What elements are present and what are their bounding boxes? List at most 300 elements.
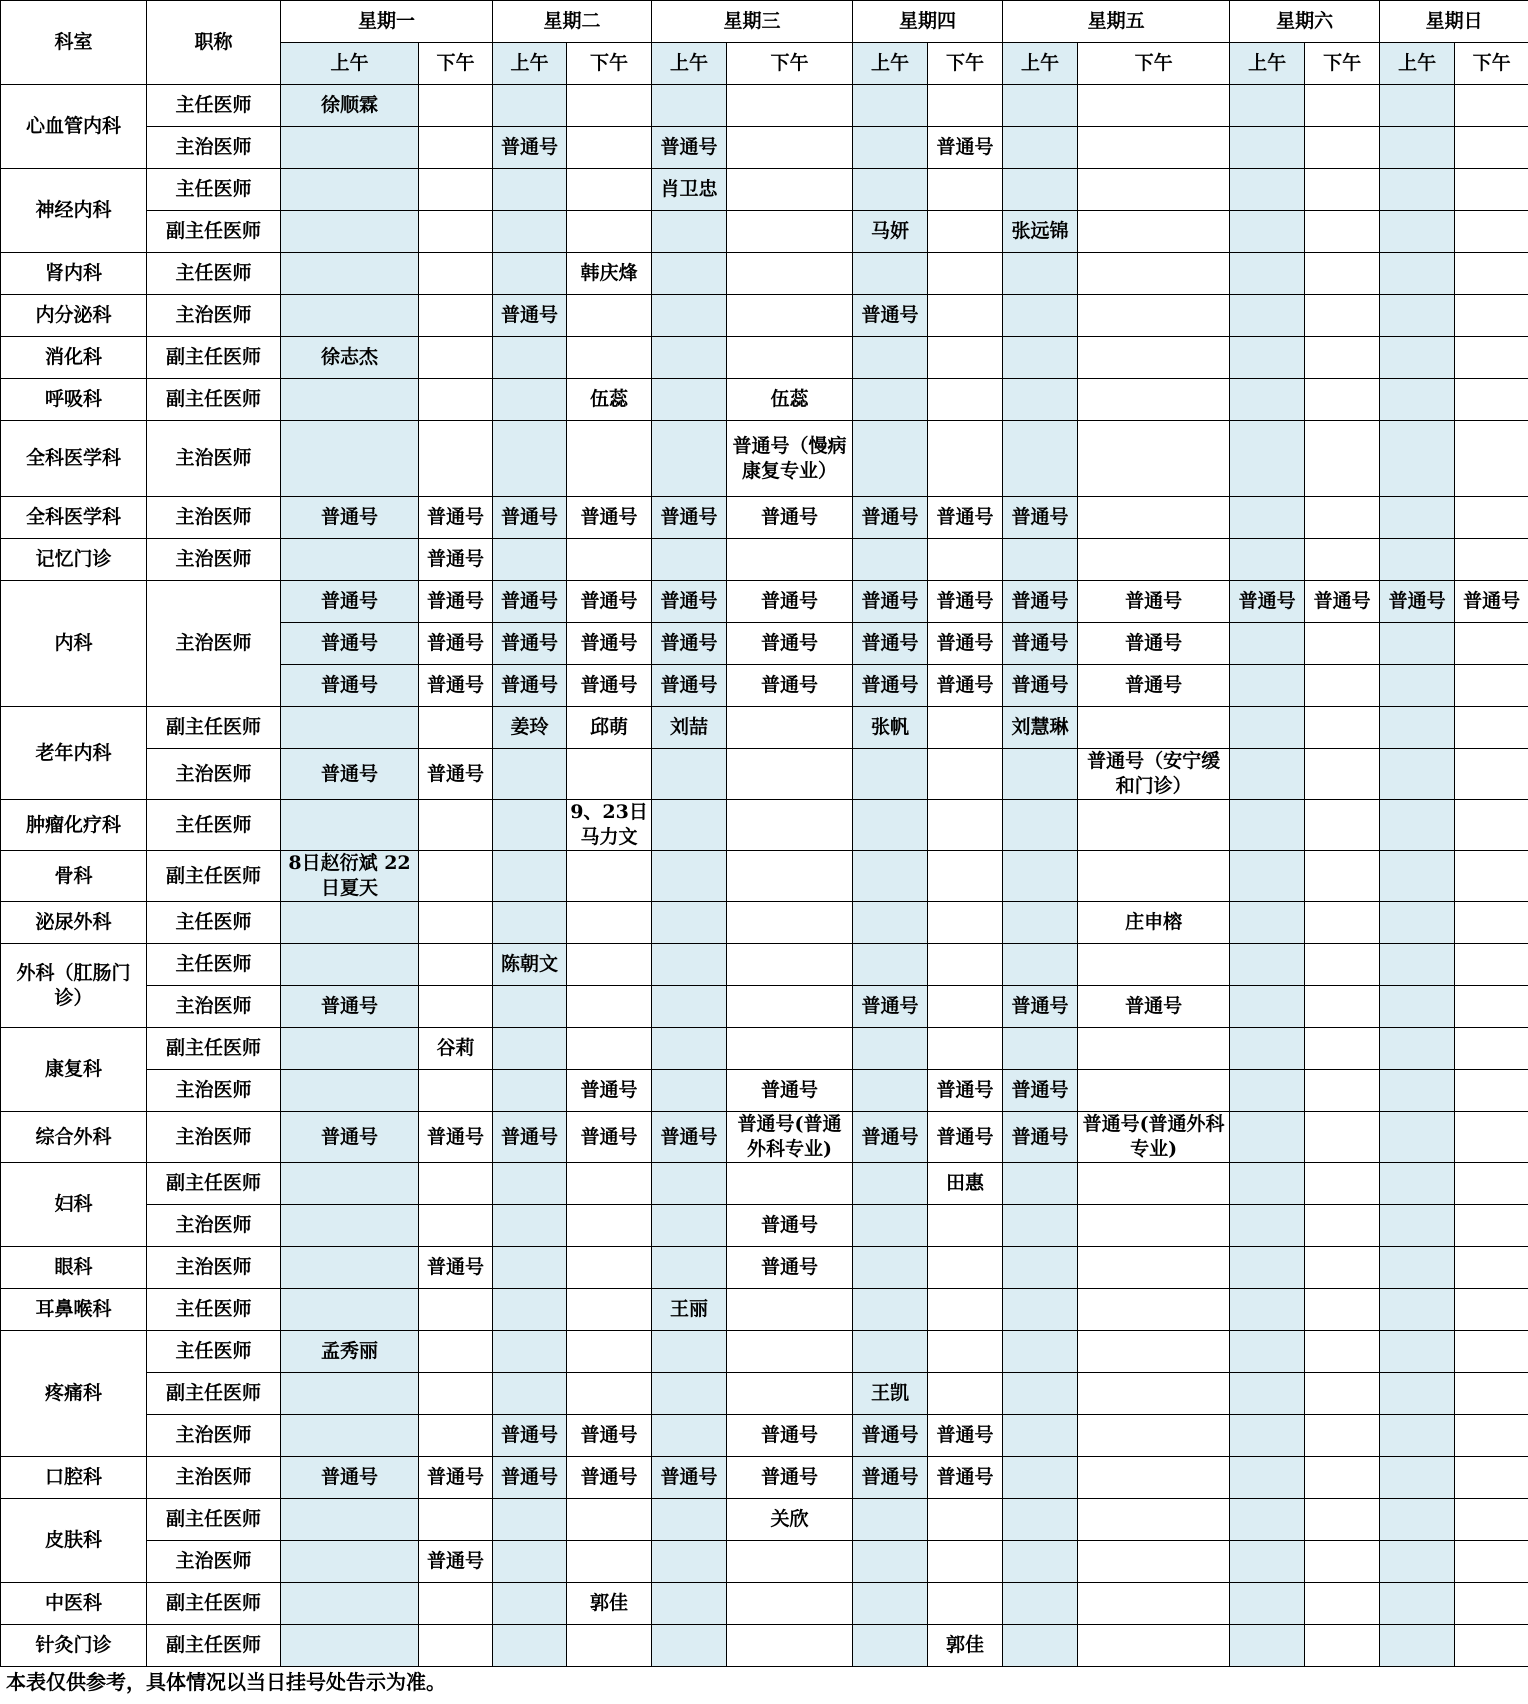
- footnote: 本表仅供参考，具体情况以当日挂号处告示为准。: [6, 1670, 446, 1694]
- pm-slot-cell: [419, 1163, 493, 1205]
- am-slot-cell: [652, 421, 727, 497]
- pm-slot-cell: [1078, 1415, 1230, 1457]
- am-slot-cell: [281, 1070, 419, 1112]
- pm-slot-cell: [1305, 421, 1380, 497]
- am-slot-cell: [1230, 169, 1305, 211]
- pm-header: 下午: [1305, 43, 1380, 85]
- title-cell: 主治医师: [147, 539, 281, 581]
- pm-slot-cell: [928, 749, 1003, 800]
- title-cell: 主治医师: [147, 1112, 281, 1163]
- day-header-thu: 星期四: [853, 1, 1003, 43]
- am-slot-cell: [1380, 1247, 1455, 1289]
- pm-slot-cell: [567, 1163, 652, 1205]
- dept-cell: 综合外科: [1, 1112, 147, 1163]
- am-slot-cell: [1230, 211, 1305, 253]
- am-slot-cell: 普通号: [281, 497, 419, 539]
- pm-slot-cell: 普通号（安宁缓和门诊）: [1078, 749, 1230, 800]
- pm-slot-cell: [1078, 1583, 1230, 1625]
- pm-slot-cell: 普通号: [727, 581, 853, 623]
- pm-slot-cell: 普通号: [928, 1070, 1003, 1112]
- pm-slot-cell: [1455, 1247, 1528, 1289]
- pm-slot-cell: [419, 421, 493, 497]
- am-slot-cell: [652, 253, 727, 295]
- pm-slot-cell: [928, 539, 1003, 581]
- pm-slot-cell: [1305, 707, 1380, 749]
- pm-slot-cell: [419, 1583, 493, 1625]
- pm-slot-cell: [567, 1247, 652, 1289]
- pm-slot-cell: [1078, 944, 1230, 986]
- pm-slot-cell: [1455, 379, 1528, 421]
- pm-slot-cell: [1078, 1373, 1230, 1415]
- pm-slot-cell: 郭佳: [567, 1583, 652, 1625]
- dept-cell: 中医科: [1, 1583, 147, 1625]
- dept-cell: 心血管内科: [1, 85, 147, 169]
- dept-cell: 肾内科: [1, 253, 147, 295]
- am-slot-cell: [1003, 85, 1078, 127]
- am-slot-cell: [1380, 902, 1455, 944]
- pm-slot-cell: [727, 295, 853, 337]
- am-slot-cell: [1380, 944, 1455, 986]
- dept-cell: 内科: [1, 581, 147, 707]
- am-slot-cell: [1380, 211, 1455, 253]
- am-slot-cell: [1003, 1541, 1078, 1583]
- pm-slot-cell: 普通号: [419, 749, 493, 800]
- pm-slot-cell: [1305, 337, 1380, 379]
- dept-cell: 全科医学科: [1, 421, 147, 497]
- pm-slot-cell: [567, 211, 652, 253]
- pm-slot-cell: [1078, 851, 1230, 902]
- schedule-row: [1, 800, 1528, 851]
- pm-slot-cell: [1078, 539, 1230, 581]
- pm-slot-cell: [1305, 1205, 1380, 1247]
- am-slot-cell: 肖卫忠: [652, 169, 727, 211]
- am-header: 上午: [1230, 43, 1305, 85]
- am-slot-cell: 普通号: [652, 623, 727, 665]
- pm-slot-cell: [727, 337, 853, 379]
- am-slot-cell: [1230, 707, 1305, 749]
- am-slot-cell: [1230, 1541, 1305, 1583]
- am-slot-cell: [1230, 851, 1305, 902]
- pm-slot-cell: [419, 707, 493, 749]
- pm-slot-cell: [1305, 1499, 1380, 1541]
- pm-slot-cell: [928, 337, 1003, 379]
- am-slot-cell: 马妍: [853, 211, 928, 253]
- pm-slot-cell: [928, 1289, 1003, 1331]
- am-slot-cell: [281, 253, 419, 295]
- am-slot-cell: [1230, 944, 1305, 986]
- am-slot-cell: 普通号: [493, 295, 567, 337]
- pm-slot-cell: [928, 1583, 1003, 1625]
- am-slot-cell: [1003, 1373, 1078, 1415]
- schedule-row: [1, 944, 1528, 986]
- am-slot-cell: [281, 800, 419, 851]
- schedule-row: [1, 1583, 1528, 1625]
- schedule-row: [1, 337, 1528, 379]
- pm-slot-cell: 普通号: [419, 581, 493, 623]
- pm-slot-cell: [1455, 851, 1528, 902]
- am-slot-cell: 张帆: [853, 707, 928, 749]
- pm-slot-cell: [1455, 1373, 1528, 1415]
- pm-slot-cell: [1078, 1205, 1230, 1247]
- pm-slot-cell: [1455, 1028, 1528, 1070]
- am-slot-cell: [1380, 169, 1455, 211]
- am-slot-cell: [1380, 337, 1455, 379]
- am-slot-cell: [1230, 127, 1305, 169]
- title-cell: 主治医师: [147, 1247, 281, 1289]
- am-slot-cell: 普通号: [1003, 1070, 1078, 1112]
- am-slot-cell: [1003, 1457, 1078, 1499]
- pm-slot-cell: 普通号: [1078, 665, 1230, 707]
- day-header-fri: 星期五: [1003, 1, 1230, 43]
- am-slot-cell: [1380, 295, 1455, 337]
- am-slot-cell: 普通号: [853, 581, 928, 623]
- am-slot-cell: [1230, 1028, 1305, 1070]
- am-slot-cell: 王丽: [652, 1289, 727, 1331]
- pm-slot-cell: 普通号: [928, 665, 1003, 707]
- am-slot-cell: [1003, 1247, 1078, 1289]
- schedule-row: [1, 1415, 1528, 1457]
- pm-slot-cell: [567, 539, 652, 581]
- pm-slot-cell: [419, 1070, 493, 1112]
- dept-cell: 泌尿外科: [1, 902, 147, 944]
- pm-slot-cell: [419, 1415, 493, 1457]
- pm-slot-cell: [1455, 1289, 1528, 1331]
- pm-slot-cell: [419, 1499, 493, 1541]
- am-slot-cell: 刘慧琳: [1003, 707, 1078, 749]
- schedule-row: [1, 707, 1528, 749]
- pm-slot-cell: [1078, 211, 1230, 253]
- schedule-row: [1, 902, 1528, 944]
- pm-slot-cell: [928, 851, 1003, 902]
- pm-slot-cell: 普通号: [1078, 623, 1230, 665]
- title-cell: 副主任医师: [147, 1499, 281, 1541]
- pm-slot-cell: 普通号: [1455, 581, 1528, 623]
- day-header-sun: 星期日: [1380, 1, 1528, 43]
- am-slot-cell: 普通号: [493, 497, 567, 539]
- dept-cell: 眼科: [1, 1247, 147, 1289]
- am-slot-cell: [1380, 707, 1455, 749]
- schedule-row: [1, 1499, 1528, 1541]
- pm-slot-cell: [727, 211, 853, 253]
- am-slot-cell: [493, 85, 567, 127]
- am-slot-cell: [652, 337, 727, 379]
- am-slot-cell: [1003, 902, 1078, 944]
- pm-slot-cell: [727, 1583, 853, 1625]
- am-slot-cell: [1003, 1163, 1078, 1205]
- am-slot-cell: [1230, 421, 1305, 497]
- am-slot-cell: [1003, 337, 1078, 379]
- pm-slot-cell: [1305, 749, 1380, 800]
- am-slot-cell: [1380, 379, 1455, 421]
- pm-slot-cell: [1078, 379, 1230, 421]
- am-slot-cell: [493, 1541, 567, 1583]
- am-slot-cell: [1380, 1112, 1455, 1163]
- am-slot-cell: 张远锦: [1003, 211, 1078, 253]
- pm-slot-cell: [419, 127, 493, 169]
- pm-slot-cell: 普通号: [928, 623, 1003, 665]
- title-cell: 主治医师: [147, 1070, 281, 1112]
- schedule-row: [1, 1289, 1528, 1331]
- am-slot-cell: [853, 1541, 928, 1583]
- schedule-row: [1, 379, 1528, 421]
- am-slot-cell: [853, 253, 928, 295]
- am-slot-cell: [1230, 749, 1305, 800]
- pm-slot-cell: [727, 127, 853, 169]
- pm-slot-cell: [1078, 1331, 1230, 1373]
- schedule-body: [1, 85, 1528, 1667]
- dept-cell: 记忆门诊: [1, 539, 147, 581]
- pm-slot-cell: [419, 253, 493, 295]
- am-slot-cell: [1380, 749, 1455, 800]
- am-header: 上午: [493, 43, 567, 85]
- pm-slot-cell: [1305, 1541, 1380, 1583]
- pm-slot-cell: [1305, 986, 1380, 1028]
- pm-slot-cell: 普通号: [567, 497, 652, 539]
- am-slot-cell: [1380, 539, 1455, 581]
- am-slot-cell: [1380, 800, 1455, 851]
- pm-slot-cell: [1078, 707, 1230, 749]
- pm-slot-cell: [567, 421, 652, 497]
- am-slot-cell: 普通号: [493, 623, 567, 665]
- am-slot-cell: [1380, 1415, 1455, 1457]
- am-slot-cell: [493, 1247, 567, 1289]
- dept-cell: 呼吸科: [1, 379, 147, 421]
- dept-header: 科室: [1, 1, 147, 85]
- am-slot-cell: 普通号: [853, 1112, 928, 1163]
- title-cell: 主任医师: [147, 944, 281, 986]
- am-slot-cell: [652, 749, 727, 800]
- am-slot-cell: [1380, 1541, 1455, 1583]
- pm-slot-cell: [1305, 1331, 1380, 1373]
- pm-slot-cell: [928, 1028, 1003, 1070]
- schedule-row: [1, 539, 1528, 581]
- pm-slot-cell: [727, 1163, 853, 1205]
- am-header: 上午: [1003, 43, 1078, 85]
- pm-slot-cell: [1455, 1415, 1528, 1457]
- am-slot-cell: 普通号: [652, 665, 727, 707]
- pm-slot-cell: [928, 944, 1003, 986]
- title-cell: 副主任医师: [147, 379, 281, 421]
- pm-slot-cell: 普通号: [1078, 581, 1230, 623]
- am-slot-cell: [493, 1205, 567, 1247]
- pm-slot-cell: [1455, 1457, 1528, 1499]
- pm-slot-cell: [1455, 1331, 1528, 1373]
- pm-slot-cell: [567, 295, 652, 337]
- am-slot-cell: [853, 1163, 928, 1205]
- am-slot-cell: [652, 1205, 727, 1247]
- pm-slot-cell: 普通号: [727, 623, 853, 665]
- pm-slot-cell: [567, 851, 652, 902]
- pm-slot-cell: [419, 1373, 493, 1415]
- pm-slot-cell: 普通号: [567, 1415, 652, 1457]
- am-slot-cell: [1230, 85, 1305, 127]
- title-cell: 副主任医师: [147, 1373, 281, 1415]
- am-slot-cell: [1230, 337, 1305, 379]
- pm-slot-cell: [1078, 1163, 1230, 1205]
- pm-slot-cell: [567, 127, 652, 169]
- title-cell: 副主任医师: [147, 337, 281, 379]
- pm-slot-cell: [567, 1373, 652, 1415]
- am-slot-cell: [652, 1499, 727, 1541]
- title-cell: 主治医师: [147, 421, 281, 497]
- am-slot-cell: [1003, 1583, 1078, 1625]
- am-slot-cell: 王凯: [853, 1373, 928, 1415]
- pm-slot-cell: [419, 944, 493, 986]
- schedule-row: [1, 581, 1528, 623]
- pm-slot-cell: [727, 851, 853, 902]
- dept-cell: 全科医学科: [1, 497, 147, 539]
- am-slot-cell: [1380, 665, 1455, 707]
- am-slot-cell: [853, 127, 928, 169]
- am-slot-cell: [1230, 1331, 1305, 1373]
- am-slot-cell: [853, 944, 928, 986]
- pm-slot-cell: [928, 253, 1003, 295]
- pm-slot-cell: [1078, 1541, 1230, 1583]
- pm-slot-cell: [567, 1028, 652, 1070]
- am-slot-cell: [1380, 1499, 1455, 1541]
- am-slot-cell: 普通号: [493, 1457, 567, 1499]
- pm-slot-cell: [727, 1028, 853, 1070]
- pm-slot-cell: [567, 337, 652, 379]
- am-slot-cell: [1380, 1289, 1455, 1331]
- pm-slot-cell: 普通号: [419, 1541, 493, 1583]
- pm-slot-cell: 普通号(普通外科专业): [727, 1112, 853, 1163]
- am-slot-cell: 陈朝文: [493, 944, 567, 986]
- am-slot-cell: [1230, 665, 1305, 707]
- schedule-row: [1, 497, 1528, 539]
- pm-slot-cell: [1305, 623, 1380, 665]
- am-slot-cell: [493, 1070, 567, 1112]
- pm-slot-cell: [928, 707, 1003, 749]
- pm-slot-cell: 普通号（慢病康复专业）: [727, 421, 853, 497]
- am-slot-cell: [493, 1373, 567, 1415]
- am-slot-cell: [1380, 1205, 1455, 1247]
- pm-slot-cell: [567, 85, 652, 127]
- am-slot-cell: 普通号: [652, 581, 727, 623]
- day-header-row: [1, 1, 1528, 43]
- pm-slot-cell: 普通号: [419, 1457, 493, 1499]
- am-header: 上午: [281, 43, 419, 85]
- dept-cell: 康复科: [1, 1028, 147, 1112]
- pm-slot-cell: 普通号: [567, 1457, 652, 1499]
- pm-slot-cell: [1455, 211, 1528, 253]
- am-slot-cell: [493, 902, 567, 944]
- day-header-sat: 星期六: [1230, 1, 1380, 43]
- pm-slot-cell: [419, 902, 493, 944]
- am-slot-cell: [1380, 85, 1455, 127]
- am-slot-cell: 普通号: [281, 986, 419, 1028]
- am-slot-cell: [281, 1163, 419, 1205]
- pm-slot-cell: 普通号: [727, 1205, 853, 1247]
- pm-slot-cell: [1078, 800, 1230, 851]
- pm-slot-cell: 普通号: [1305, 581, 1380, 623]
- am-slot-cell: [1230, 902, 1305, 944]
- am-slot-cell: [652, 986, 727, 1028]
- pm-slot-cell: 普通号: [727, 1415, 853, 1457]
- pm-slot-cell: [1455, 986, 1528, 1028]
- pm-slot-cell: [1305, 169, 1380, 211]
- title-cell: 副主任医师: [147, 707, 281, 749]
- title-cell: 主任医师: [147, 85, 281, 127]
- am-slot-cell: [1380, 1163, 1455, 1205]
- pm-slot-cell: 普通号: [419, 1247, 493, 1289]
- pm-slot-cell: 普通号: [928, 497, 1003, 539]
- pm-slot-cell: [727, 169, 853, 211]
- am-slot-cell: [1003, 944, 1078, 986]
- am-slot-cell: [1003, 1289, 1078, 1331]
- title-cell: 主治医师: [147, 497, 281, 539]
- am-slot-cell: [1380, 127, 1455, 169]
- pm-slot-cell: [727, 539, 853, 581]
- am-slot-cell: [1230, 1070, 1305, 1112]
- pm-slot-cell: [1455, 1541, 1528, 1583]
- title-cell: 主治医师: [147, 1541, 281, 1583]
- am-slot-cell: [281, 539, 419, 581]
- pm-slot-cell: [1455, 337, 1528, 379]
- pm-slot-cell: [1305, 1415, 1380, 1457]
- pm-slot-cell: 普通号: [928, 1112, 1003, 1163]
- pm-header: 下午: [727, 43, 853, 85]
- schedule-row: [1, 1163, 1528, 1205]
- pm-slot-cell: [1078, 1028, 1230, 1070]
- pm-slot-cell: [1455, 295, 1528, 337]
- pm-slot-cell: [928, 1373, 1003, 1415]
- schedule-row: [1, 211, 1528, 253]
- am-slot-cell: [1230, 623, 1305, 665]
- am-slot-cell: [493, 211, 567, 253]
- am-slot-cell: 徐志杰: [281, 337, 419, 379]
- am-slot-cell: 普通号: [281, 581, 419, 623]
- am-slot-cell: [493, 1163, 567, 1205]
- pm-slot-cell: [1078, 421, 1230, 497]
- am-slot-cell: [493, 1289, 567, 1331]
- pm-slot-cell: [567, 1289, 652, 1331]
- am-slot-cell: 普通号: [1003, 623, 1078, 665]
- pm-slot-cell: [419, 1205, 493, 1247]
- am-slot-cell: [853, 1070, 928, 1112]
- am-slot-cell: [652, 211, 727, 253]
- dept-cell: 消化科: [1, 337, 147, 379]
- am-slot-cell: [281, 944, 419, 986]
- title-cell: 主任医师: [147, 1331, 281, 1373]
- am-slot-cell: 普通号: [281, 1112, 419, 1163]
- schedule-row: [1, 253, 1528, 295]
- pm-slot-cell: [1455, 421, 1528, 497]
- pm-slot-cell: [419, 800, 493, 851]
- title-cell: 主治医师: [147, 1205, 281, 1247]
- am-slot-cell: [281, 169, 419, 211]
- am-slot-cell: [652, 800, 727, 851]
- pm-slot-cell: [1455, 707, 1528, 749]
- pm-slot-cell: [567, 1541, 652, 1583]
- pm-slot-cell: [1078, 85, 1230, 127]
- am-slot-cell: [281, 1028, 419, 1070]
- am-slot-cell: [853, 1499, 928, 1541]
- pm-slot-cell: 普通号: [727, 1247, 853, 1289]
- day-header-mon: 星期一: [281, 1, 493, 43]
- am-slot-cell: 普通号: [1003, 1112, 1078, 1163]
- pm-slot-cell: [727, 1373, 853, 1415]
- am-slot-cell: [1003, 1205, 1078, 1247]
- pm-slot-cell: [1455, 539, 1528, 581]
- am-slot-cell: [493, 337, 567, 379]
- pm-slot-cell: 普通号: [567, 623, 652, 665]
- am-slot-cell: [493, 986, 567, 1028]
- pm-slot-cell: [1305, 127, 1380, 169]
- am-slot-cell: 普通号: [493, 127, 567, 169]
- title-cell: 主治医师: [147, 1415, 281, 1457]
- pm-slot-cell: [1305, 1112, 1380, 1163]
